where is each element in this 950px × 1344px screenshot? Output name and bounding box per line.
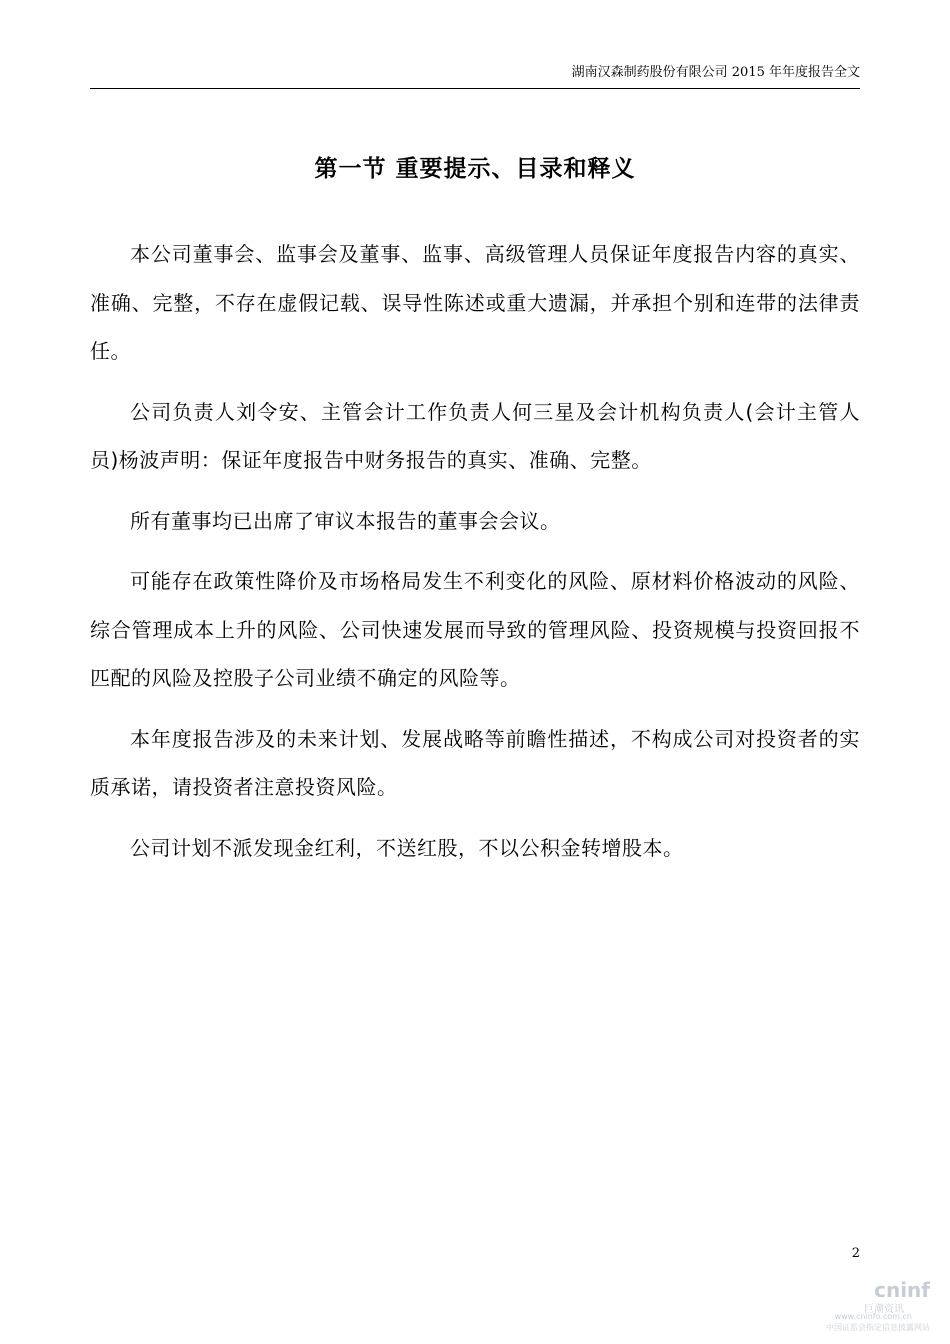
- cninfo-watermark: [810, 1278, 930, 1336]
- paragraph-responsibility: 本公司董事会、监事会及董事、监事、高级管理人员保证年度报告内容的真实、准确、完整，不存在虚假记载、误导性陈述或重大遗漏，并承担个别和连带的法律责任。: [90, 242, 860, 363]
- page-number: 2: [851, 1246, 860, 1261]
- paragraph-statement: 公司负责人刘令安、主管会计工作负责人何三星及会计机构负责人(会计主管人员)杨波声明：保证年度报告中财务报告的真实、准确、完整。: [90, 399, 860, 472]
- header-text: 湖南汉森制药股份有限公司 2015 年年度报告全文: [571, 65, 860, 80]
- paragraph-attendance: 所有董事均已出席了审议本报告的董事会会议。: [130, 508, 561, 533]
- watermark-url: www.cninfo.com.cn: [834, 1312, 912, 1321]
- document-body: [90, 230, 860, 884]
- section-title: 第一节 重要提示、目录和释义: [314, 156, 636, 182]
- watermark-name: 巨潮资讯: [864, 1304, 904, 1315]
- paragraph-forward-looking: 本年度报告涉及的未来计划、发展战略等前瞻性描述，不构成公司对投资者的实质承诺，请投资者注意投资风险。: [90, 726, 860, 799]
- paragraph-risks: 可能存在政策性降价及市场格局发生不利变化的风险、原材料价格波动的风险、综合管理成本上升的风险、公司快速发展而导致的管理风险、投资规模与投资回报不匹配的风险及控股子公司业绩不确定的风险等。: [90, 569, 860, 690]
- watermark-logo: cninf: [874, 1278, 930, 1302]
- page-header: [90, 58, 860, 89]
- paragraph-dividend: 公司计划不派发现金红利，不送红股，不以公积金转增股本。: [130, 835, 684, 860]
- watermark-subtitle: 中国证监会指定信息披露网站: [826, 1323, 930, 1332]
